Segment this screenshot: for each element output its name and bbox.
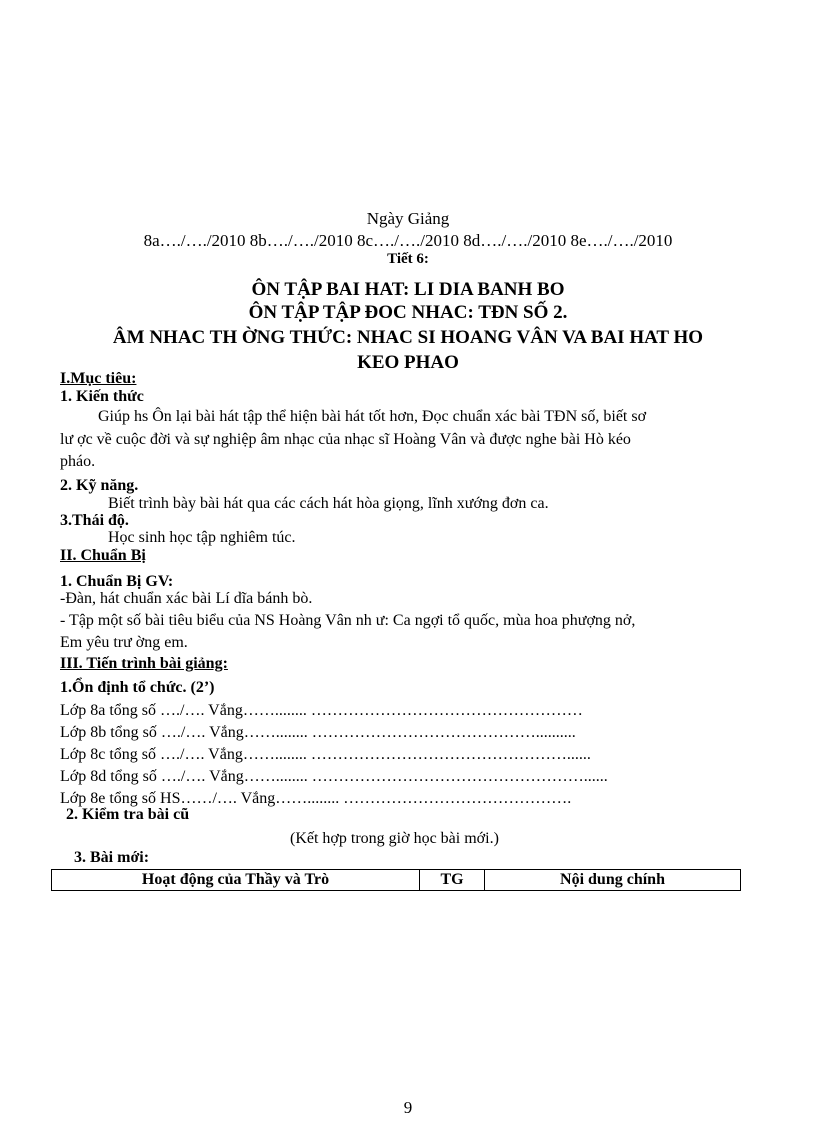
knowledge-heading: 1. Kiến thức xyxy=(60,388,144,405)
teacher-prep-heading: 1. Chuẩn Bị GV: xyxy=(60,573,174,590)
knowledge-text-line-3: pháo. xyxy=(60,453,96,470)
title-line-3: ÂM NHAC TH ỜNG THỨC: NHAC SI HOANG VÂN VA BAI HAT HO xyxy=(112,327,704,348)
new-lesson-heading: 3. Bài mới: xyxy=(74,849,150,866)
teacher-prep-line-2: - Tập một số bài tiêu biểu của NS Hoàng Vân nh ư: Ca ngợi tổ quốc, mùa hoa phượng nở, xyxy=(60,612,636,629)
class-attendance-8d: Lớp 8d tổng số …./…. Vắng……........ ……………………………………………...... xyxy=(60,768,608,785)
activity-table xyxy=(51,869,741,891)
objectives-heading: I.Mục tiêu: xyxy=(60,370,137,387)
knowledge-text-line-2: lư ợc về cuộc đời và sự nghiệp âm nhạc của nhạc sĩ Hoàng Vân và được nghe bài Hò kéo xyxy=(60,431,631,448)
skills-text: Biết trình bày bài hát qua các cách hát hòa giọng, lĩnh xướng đơn ca. xyxy=(108,495,549,512)
knowledge-text-line-1: Giúp hs Ôn lại bài hát tập thể hiện bài hát tốt hơn, Đọc chuẩn xác bài TĐN số, biết sơ xyxy=(98,408,647,425)
class-dates-line: 8a…./…./2010 8b…./…./2010 8c…./…./2010 8d…./…./2010 8e…./…./2010 xyxy=(143,231,673,250)
preparation-heading: II. Chuẩn Bị xyxy=(60,547,146,564)
class-attendance-8a: Lớp 8a tổng số …./…. Vắng……........ …………………………………………… xyxy=(60,702,583,719)
table-header-content: Nội dung chính xyxy=(485,870,741,891)
class-attendance-8b: Lớp 8b tổng số …./…. Vắng……........ …………………………………….......... xyxy=(60,724,576,741)
attitude-text: Học sinh học tập nghiêm túc. xyxy=(108,529,296,546)
teaching-date-label: Ngày Giảng xyxy=(366,209,450,228)
table-header-activities: Hoạt động của Thầy và Trò xyxy=(52,870,420,891)
class-attendance-8c: Lớp 8c tổng số …./…. Vắng……........ …………………………………………...... xyxy=(60,746,591,763)
table-header-time: TG xyxy=(420,870,485,891)
review-note: (Kết hợp trong giờ học bài mới.) xyxy=(290,830,499,847)
title-line-2: ÔN TẬP TẬP ĐOC NHAC: TĐN SỐ 2. xyxy=(248,302,568,323)
lesson-number: Tiết 6: xyxy=(387,251,429,267)
title-line-4: KEO PHAO xyxy=(357,352,459,373)
table-header-row xyxy=(52,870,741,891)
class-attendance-8e: Lớp 8e tổng số HS……/…. Vắng……........ ……………………………………. xyxy=(60,790,572,807)
review-heading: 2. Kiểm tra bài cũ xyxy=(66,806,190,823)
page-number: 9 xyxy=(403,1098,413,1117)
class-organization-heading: 1.Ổn định tổ chức. (2’) xyxy=(60,679,215,696)
process-heading: III. Tiến trình bài giảng: xyxy=(60,655,228,672)
teacher-prep-line-3: Em yêu trư ờng em. xyxy=(60,634,188,651)
title-line-1: ÔN TẬP BAI HAT: LI DIA BANH BO xyxy=(251,279,565,300)
teacher-prep-line-1: -Đàn, hát chuẩn xác bài Lí dĩa bánh bò. xyxy=(60,590,313,607)
attitude-heading: 3.Thái độ. xyxy=(60,512,129,529)
skills-heading: 2. Kỹ năng. xyxy=(60,477,139,494)
